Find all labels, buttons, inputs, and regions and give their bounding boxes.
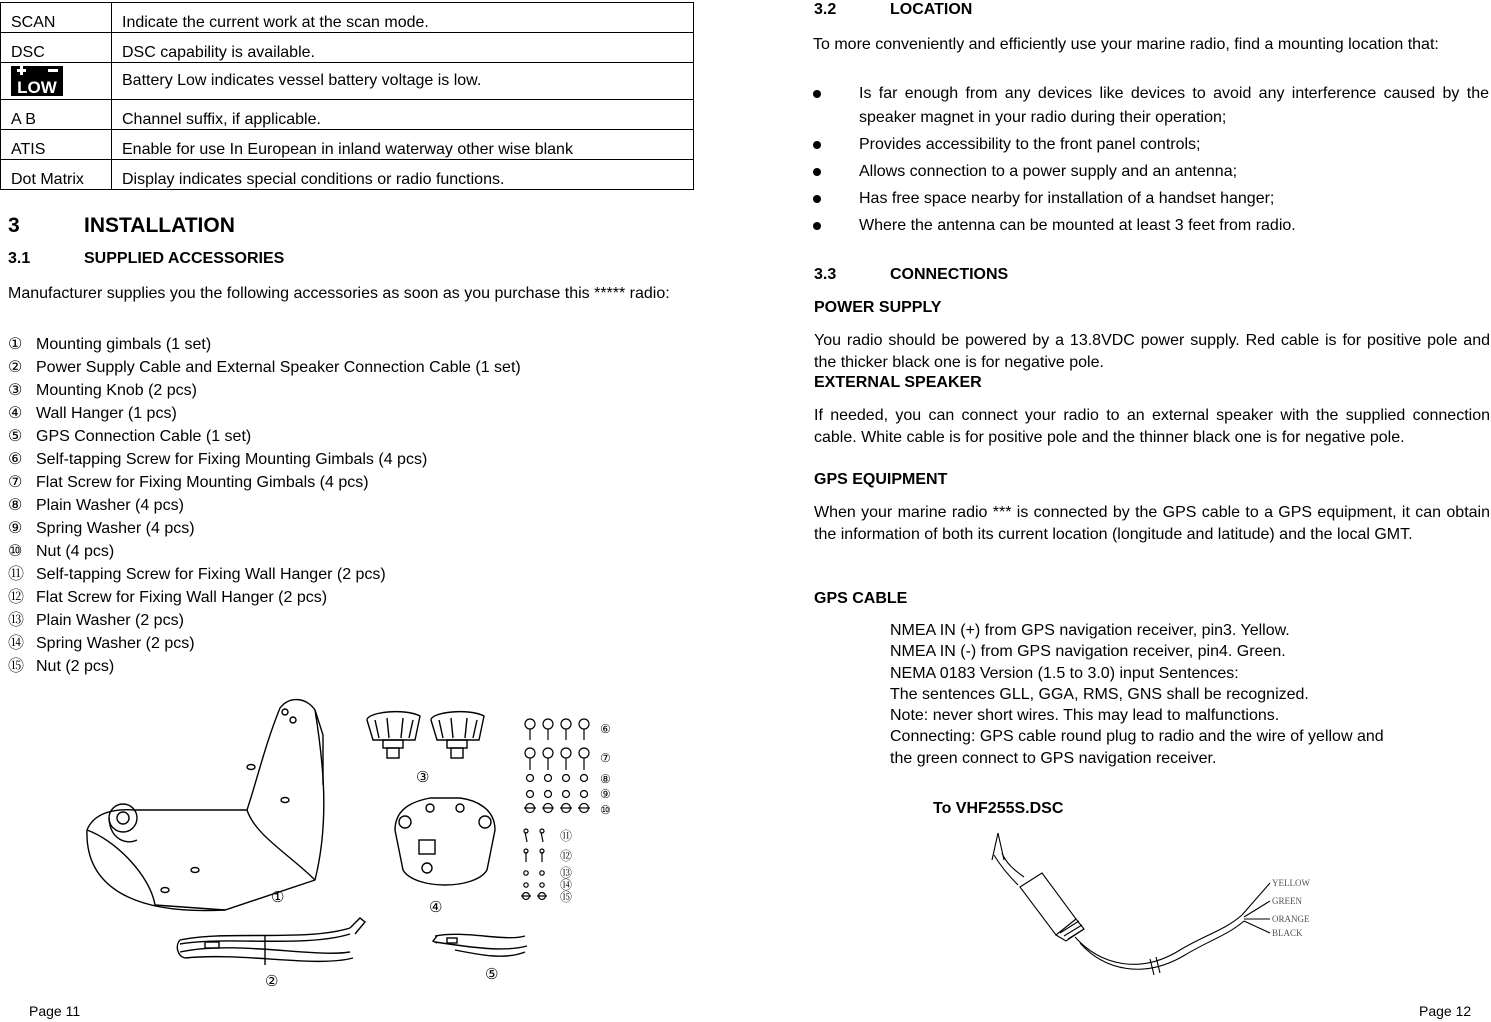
figure-label: ⑪ <box>560 829 573 843</box>
accessories-intro: Manufacturer supplies you the following accessories as soon as you purchase this ***** radio: <box>8 285 670 302</box>
item-text: Power Supply Cable and External Speaker Connection Cable (1 set) <box>36 359 521 376</box>
note-line: Connecting: GPS cable round plug to radio and the wire of yellow and <box>890 728 1384 746</box>
wire-label-green: GREEN <box>1272 896 1302 906</box>
wire-label-yellow: YELLOW <box>1272 878 1310 888</box>
table-term: Dot Matrix <box>1 160 112 190</box>
table-row <box>1 63 694 100</box>
list-item <box>8 632 521 655</box>
bullet-icon <box>813 195 821 203</box>
list-item <box>8 586 521 609</box>
section-3-2-heading <box>814 1 972 19</box>
figure-label: ⑩ <box>600 803 611 817</box>
item-text: Flat Screw for Fixing Mounting Gimbals (4 pcs) <box>36 474 369 491</box>
item-text: Plain Washer (4 pcs) <box>36 497 184 514</box>
table-term-icon-cell <box>1 63 112 100</box>
arrow-up-icon <box>992 833 1024 885</box>
bullet-icon <box>813 168 821 176</box>
table-term: SCAN <box>1 3 112 33</box>
table-desc: DSC capability is available. <box>112 33 694 63</box>
item-text: Wall Hanger (1 pcs) <box>36 405 177 422</box>
item-number: ⑧ <box>8 497 23 514</box>
list-item <box>8 448 521 471</box>
section-3-3-heading <box>814 266 1008 284</box>
page-number: Page 11 <box>29 1003 81 1019</box>
item-number: ⑬ <box>8 612 25 629</box>
item-number: ④ <box>8 405 23 422</box>
section-title: CONNECTIONS <box>890 266 1009 283</box>
figure-label: ④ <box>429 900 443 916</box>
table-row <box>1 33 694 63</box>
bullet-text: Has free space nearby for installation of a handset hanger; <box>859 190 1275 207</box>
figure-label: ⑧ <box>600 772 611 786</box>
figure-label: ⑨ <box>600 787 611 801</box>
gps-plug-drawing <box>1020 873 1084 941</box>
wire-label-orange: ORANGE <box>1272 914 1310 924</box>
gps-wire-drawing <box>1075 883 1270 975</box>
gps-cable-diagram <box>980 825 1320 975</box>
bullet-icon <box>813 141 821 149</box>
diagram-title: To VHF255S.DSC <box>933 800 1064 817</box>
page-11 <box>0 0 745 1022</box>
item-number: ⑨ <box>8 520 23 537</box>
gps-cable-drawing <box>433 934 527 956</box>
note-line: NMEA IN (-) from GPS navigation receiver, pin4. Green. <box>890 643 1286 661</box>
bullet-icon <box>813 222 821 230</box>
mounting-knob-drawing <box>367 712 484 758</box>
table-desc: Battery Low indicates vessel battery voltage is low. <box>112 63 694 100</box>
location-bullets <box>813 82 1489 241</box>
screws-and-washers-drawing <box>521 719 611 904</box>
bullet-text: Provides accessibility to the front panel controls; <box>859 136 1201 153</box>
item-number: ⑭ <box>8 635 25 652</box>
list-item <box>813 160 1489 184</box>
list-item <box>8 471 521 494</box>
table-desc: Indicate the current work at the scan mode. <box>112 3 694 33</box>
note-line: NEMA 0183 Version (1.5 to 3.0) input Sentences: <box>890 664 1239 682</box>
page-number: Page 12 <box>1419 1003 1472 1019</box>
item-text: GPS Connection Cable (1 set) <box>36 428 252 445</box>
gps-cable-heading: GPS CABLE <box>814 590 908 607</box>
battery-low-text: LOW <box>17 78 57 96</box>
figure-label: ⑬ <box>560 866 573 880</box>
item-text: Plain Washer (2 pcs) <box>36 612 184 629</box>
section-3-1-heading <box>8 250 284 268</box>
bullet-text: Is far enough from any devices like devices to avoid any interference caused by the speaker magnet in your radio during their operation; <box>859 85 1489 126</box>
gps-equipment-text: When your marine radio *** is connected by the GPS cable to a GPS equipment, it can obtain the information of both its current location (longitude and latitude) and the local GMT. <box>814 504 1490 543</box>
item-number: ⑪ <box>8 566 25 583</box>
note-line: Note: never short wires. This may lead to malfunctions. <box>890 707 1280 725</box>
wire-label-black: BLACK <box>1272 928 1303 938</box>
table-row <box>1 130 694 160</box>
figure-label: ⑥ <box>600 722 611 736</box>
section-3-heading <box>8 214 235 238</box>
display-legend-table <box>0 2 694 190</box>
item-number: ③ <box>8 382 23 399</box>
item-text: Self-tapping Screw for Fixing Wall Hanger (2 pcs) <box>36 566 386 583</box>
external-speaker-text: If needed, you can connect your radio to an external speaker with the supplied connection cable. White cable is for positive pole and the thinner black one is for negative pole. <box>814 407 1490 446</box>
list-item <box>8 655 521 678</box>
list-item <box>8 563 521 586</box>
list-item <box>813 133 1489 157</box>
list-item <box>8 609 521 632</box>
power-supply-heading: POWER SUPPLY <box>814 299 942 316</box>
item-text: Mounting Knob (2 pcs) <box>36 382 197 399</box>
table-desc: Channel suffix, if applicable. <box>112 100 694 130</box>
figure-label: ⑫ <box>560 849 573 863</box>
item-text: Nut (4 pcs) <box>36 543 115 560</box>
list-item <box>8 402 521 425</box>
list-item <box>813 82 1489 130</box>
power-supply-text: You radio should be powered by a 13.8VDC power supply. Red cable is for positive pole and the thicker black one is for negative pole. <box>814 332 1490 371</box>
gps-equipment-heading: GPS EQUIPMENT <box>814 471 948 488</box>
list-item <box>813 214 1489 238</box>
section-title: LOCATION <box>890 1 973 18</box>
section-number: 3.3 <box>814 266 837 283</box>
item-number: ⑥ <box>8 451 23 468</box>
item-number: ① <box>8 336 23 353</box>
figure-label: ⑤ <box>485 967 499 983</box>
list-item <box>8 356 521 379</box>
power-cable-drawing <box>177 918 365 965</box>
item-number: ⑮ <box>8 658 25 675</box>
item-text: Flat Screw for Fixing Wall Hanger (2 pcs) <box>36 589 328 606</box>
item-number: ② <box>8 359 23 376</box>
section-title: INSTALLATION <box>84 214 235 237</box>
gps-cable-notes <box>890 620 1384 769</box>
section-number: 3 <box>8 214 20 237</box>
figure-label: ③ <box>416 770 430 786</box>
bullet-text: Allows connection to a power supply and an antenna; <box>859 163 1238 180</box>
item-text: Spring Washer (2 pcs) <box>36 635 195 652</box>
item-number: ⑫ <box>8 589 25 606</box>
list-item <box>8 494 521 517</box>
item-text: Self-tapping Screw for Fixing Mounting Gimbals (4 pcs) <box>36 451 428 468</box>
battery-low-icon <box>11 66 63 96</box>
note-line: The sentences GLL, GGA, RMS, GNS shall be recognized. <box>890 685 1309 703</box>
item-number: ⑦ <box>8 474 23 491</box>
item-text: Spring Washer (4 pcs) <box>36 520 195 537</box>
figure-label: ② <box>265 974 279 990</box>
section-title: SUPPLIED ACCESSORIES <box>84 250 285 267</box>
item-number: ⑤ <box>8 428 23 445</box>
mounting-gimbal-drawing <box>87 700 324 911</box>
table-term: DSC <box>1 33 112 63</box>
table-row <box>1 3 694 33</box>
table-row <box>1 160 694 190</box>
item-text: Mounting gimbals (1 set) <box>36 336 212 353</box>
bullet-text: Where the antenna can be mounted at least 3 feet from radio. <box>859 217 1296 234</box>
location-intro: To more conveniently and efficiently use your marine radio, find a mounting location that: <box>813 36 1439 53</box>
item-text: Nut (2 pcs) <box>36 658 115 675</box>
figure-label: ① <box>271 890 285 906</box>
table-term: A B <box>1 100 112 130</box>
item-number: ⑩ <box>8 543 23 560</box>
section-number: 3.1 <box>8 250 31 267</box>
accessories-list <box>8 333 521 678</box>
section-number: 3.2 <box>814 1 837 18</box>
figure-label: ⑭ <box>560 878 573 892</box>
accessories-figure <box>75 690 635 1000</box>
bullet-icon <box>813 90 821 98</box>
table-term: ATIS <box>1 130 112 160</box>
note-line: the green connect to GPS navigation receiver. <box>890 749 1217 767</box>
figure-label: ⑮ <box>560 890 573 904</box>
list-item <box>8 333 521 356</box>
list-item <box>8 379 521 402</box>
list-item <box>8 517 521 540</box>
note-line: NMEA IN (+) from GPS navigation receiver, pin3. Yellow. <box>890 622 1290 639</box>
table-row <box>1 100 694 130</box>
figure-label: ⑦ <box>600 751 611 765</box>
list-item <box>813 187 1489 211</box>
table-desc: Enable for use In European in inland waterway other wise blank <box>112 130 694 160</box>
list-item <box>8 425 521 448</box>
wall-hanger-drawing <box>395 798 495 885</box>
table-desc: Display indicates special conditions or radio functions. <box>112 160 694 190</box>
list-item <box>8 540 521 563</box>
external-speaker-heading: EXTERNAL SPEAKER <box>814 374 982 391</box>
